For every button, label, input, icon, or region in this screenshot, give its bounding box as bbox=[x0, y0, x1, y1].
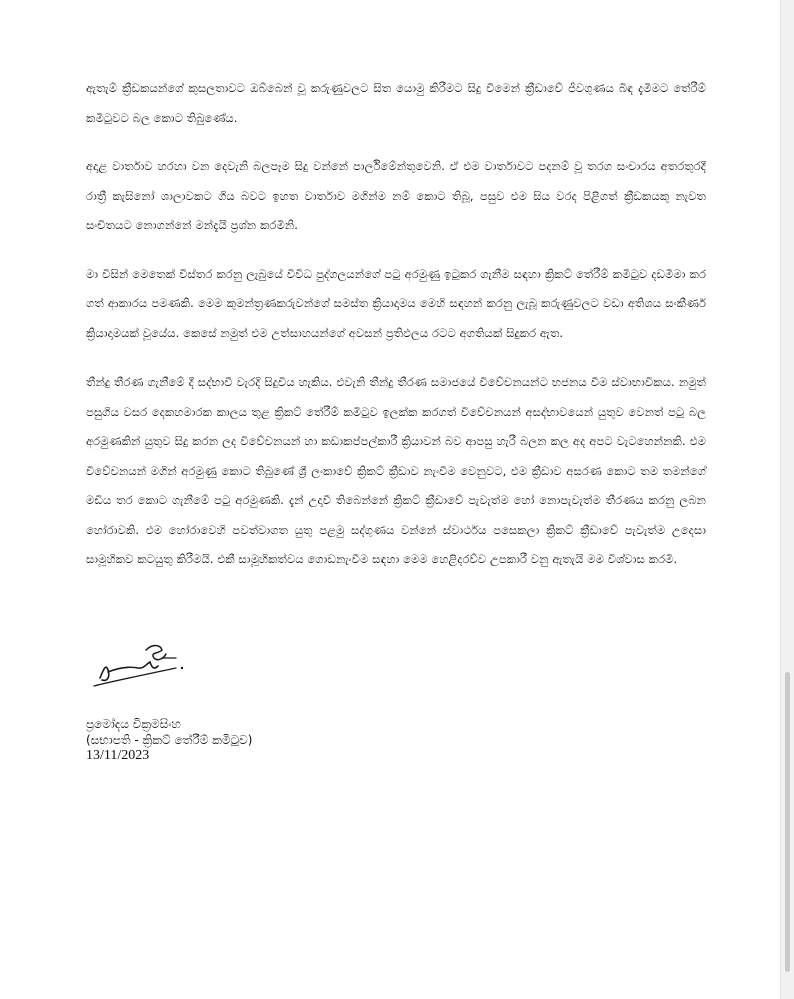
letter-date: 13/11/2023 bbox=[86, 748, 150, 763]
signature-block bbox=[86, 716, 252, 764]
paragraph-4: තීන්දු තීරණ ගැනීමේ දී සද්භාවී වැරදි සිදුවිය හැකිය. එවැනි තීන්දු තීරණ සමාජයේ විවේචනයන්ට භජනය වීම ස්වාභාවිකය. නමුත් පසුගිය වසර දෙකහමාරක කාලය තුළ ක්‍රිකට් තේරීම් කමිටුව ඉලක්ක කරගත් විවේචනයන් අසද්භාවයෙන් යුතුව වෙනත් පටු බල අරමුණකින් යුතුව සිදු කරන ලද විවේචනයන් හා කඩාකප්පල්කාරී ක්‍රියාවන් බව ආපසු හැරී බලන කල අද අපට වැටහෙන්නකි. එම විවේචනයන් මගින් අරමුණු කොට තිබුණේ ශ්‍රී ලංකාවේ ක්‍රිකට් ක්‍රීඩාව නැංවීම වෙනුවට, එම ක්‍රීඩාව අසරණ කොට තම තමන්ගේ මඩිය තර කොට ගැනීමේ පටු අරමුණකි. දැන් උදාවී තිබෙන්නේ ක්‍රිකට් ක්‍රීඩාවේ පැවැත්ම හෝ නොපැවැත්ම තීරණය කරනු ලබන හෝරාවකි. එම හෝරාවෙහි පවත්වාගත යුතු පළමු සද්ගුණය වන්නේ ස්වාර්ථය පසෙකලා ක්‍රිකට් ක්‍රීඩාවේ පැවැත්ම උදෙසා සාමූහිකව කටයුතු කිරීමයි. එකී සාමූහිකත්වය ගොඩනැංවීම සඳහා මෙම හෙළිදරව්ව උපකාරී වනු ඇතැයි මම විශ්වාස කරමි. bbox=[86, 375, 706, 566]
paragraph-1: ඇතැම් ක්‍රීඩකයන්ගේ කුසලතාවට ඔබ්බෙන් වූ කරුණුවලට සිත යොමු කිරීමට සිදු වීමෙන් ක්‍රීඩාවේ ජීවගුණය බිඳ දැමීමට තේරීම් කමිටුවට බල කොට තිබුණේය. bbox=[86, 81, 706, 125]
paragraph-2: අදාළ වාර්තාව හරහා වන දෙවැනි බලපෑම සිදු වන්නේ පාර්ලිමේන්තුවෙනි. ඒ එම වාර්තාවට පදනම් වූ තරග සංචාරය අතරතුරදී රාත්‍රී කැසිනෝ ශාලාවකට ගිය බවට ඉහත වාර්තාව මගින්ම නම් කොට තිබූ, පසුව එම සිය වරද පිළිගත් ක්‍රීඩකයකු නැවත සංචිතයට නොගන්නේ මන්දැයි ප්‍රශ්න කරමිනි. bbox=[86, 159, 706, 232]
handwritten-signature bbox=[88, 628, 198, 698]
letter-body bbox=[86, 74, 706, 597]
signer-name: ප්‍රමෝදය වික්‍රමසිංහ bbox=[86, 717, 181, 731]
signer-title: (සභාපති - ක්‍රිකට් තේරීම් කමිටුව) bbox=[86, 733, 253, 747]
paragraph-3: මා විසින් මෙතෙක් විස්තර කරනු ලැබුයේ විවිධ පුද්ගලයන්ගේ පටු අරමුණු ඉටුකර ගැනීම සඳහා ක්‍රිකට් තේරීම් කමිටුව දඩමීමා කර ගත් ආකාරය පමණකි. මෙම කුමන්ත්‍රණකරුවන්ගේ සමස්ත ක්‍රියාදාමය මෙහි සඳහන් කරනු ලැබූ කරුණුවලට වඩා අතිශය සංකීර්ණ ක්‍රියාදාමයක් වූයේය. කෙසේ නමුත් එම උත්සාහයන්ගේ අවසන් ප්‍රතිඵලය රටට අගතියක් සිදුකර ඇත. bbox=[86, 266, 706, 340]
scrollbar-thumb[interactable] bbox=[785, 672, 790, 972]
